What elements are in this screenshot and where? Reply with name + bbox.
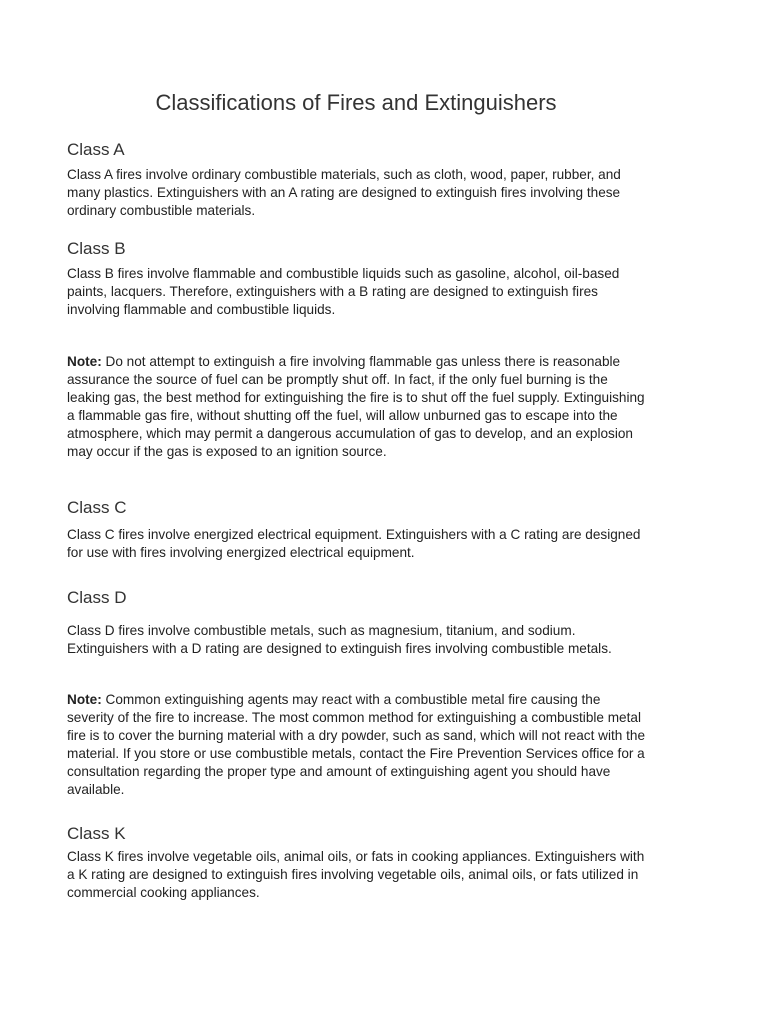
note-class-b [67, 353, 647, 461]
heading-class-d: Class D [67, 588, 127, 607]
paragraph-class-c: Class C fires involve energized electrical equipment. Extinguishers with a C rating are designed for use with fires involving energized electrical equipment. [67, 527, 641, 560]
note-class-d [67, 691, 647, 799]
heading-class-a: Class A [67, 140, 125, 159]
paragraph-class-b: Class B fires involve flammable and combustible liquids such as gasoline, alcohol, oil-based paints, lacquers. Therefore, extinguishers with a B rating are designed to extinguish fires involving flammable and combustible liquids. [67, 266, 620, 317]
note-text: Common extinguishing agents may react with a combustible metal fire causing the severity of the fire to increase. The most common method for extinguishing a combustible metal fire is to cover the burning material with a dry powder, such as sand, which will not react with the material. If you store or use combustible metals, contact the Fire Prevention Services office for a consultation regarding the proper type and amount of extinguishing agent you should have available. [67, 692, 646, 797]
heading-class-c: Class C [67, 498, 127, 517]
paragraph-class-d: Class D fires involve combustible metals, such as magnesium, titanium, and sodium. Extinguishers with a D rating are designed to extinguish fires involving combustible metals. [67, 623, 612, 656]
heading-class-b: Class B [67, 239, 126, 258]
heading-class-k: Class K [67, 824, 126, 843]
note-label: Note: [67, 692, 102, 707]
paragraph-class-k: Class K fires involve vegetable oils, animal oils, or fats in cooking appliances. Extinguishers with a K rating are designed to extinguish fires involving vegetable oils, animal oils, or fats utilized in commercial cooking appliances. [67, 849, 645, 900]
note-text: Do not attempt to extinguish a fire involving flammable gas unless there is reasonable assurance the source of fuel can be promptly shut off. In fact, if the only fuel burning is the leaking gas, the best method for extinguishing the fire is to shut off the fuel supply. Extinguishing a flammable gas fire, without shutting off the fuel, will allow unburned gas to escape into the atmosphere, which may permit a dangerous accumulation of gas to develop, and an explosion may occur if the gas is exposed to an ignition source. [67, 354, 645, 459]
note-label: Note: [67, 354, 102, 369]
page-title: Classifications of Fires and Extinguishers [155, 90, 557, 115]
paragraph-class-a: Class A fires involve ordinary combustible materials, such as cloth, wood, paper, rubber, and many plastics. Extinguishers with an A rating are designed to extinguish fires involving these ordinary combustible materials. [67, 167, 621, 218]
